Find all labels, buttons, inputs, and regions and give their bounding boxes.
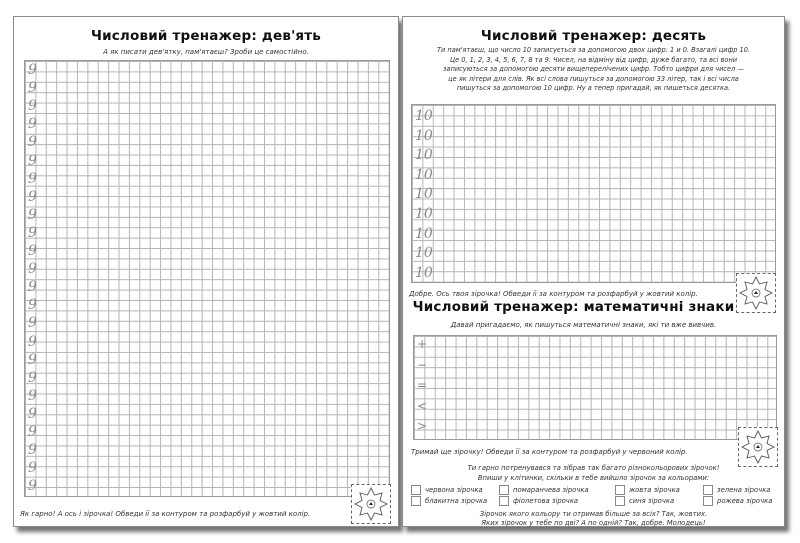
tally-yellow[interactable] <box>615 485 680 495</box>
guide-number-ten: 10 <box>415 245 433 262</box>
guide-math-sign: − <box>417 357 428 372</box>
section-title-signs: Числовий тренажер: математичні знаки <box>412 299 735 315</box>
tally-pink[interactable] <box>703 496 772 506</box>
tally-label: рожева зірочка <box>717 497 773 505</box>
guide-digit-nine: 9 <box>28 351 37 368</box>
guide-digit-nine: 9 <box>28 387 37 404</box>
star-tally <box>411 485 776 509</box>
tally-row <box>411 496 776 506</box>
guide-digit-nine: 9 <box>28 206 37 223</box>
guide-number-ten: 10 <box>415 108 433 124</box>
guide-digit-nine: 9 <box>28 98 37 115</box>
count-box[interactable] <box>411 485 421 495</box>
tally-blue[interactable] <box>615 496 674 506</box>
tally-row <box>411 485 776 495</box>
worksheet-page-nine <box>13 16 399 527</box>
page-title: Числовий тренажер: дев'ять <box>90 28 322 44</box>
practice-grid-nine[interactable] <box>24 60 390 497</box>
tally-label: жовта зірочка <box>629 486 680 494</box>
guide-digit-nine: 9 <box>28 460 37 477</box>
guide-number-ten: 10 <box>415 206 433 222</box>
practice-grid-signs[interactable] <box>413 335 777 440</box>
tally-label: помаранчева зірочка <box>513 486 589 494</box>
guide-digit-nine: 9 <box>28 80 37 97</box>
guide-digit-nine: 9 <box>28 369 37 386</box>
guide-digit-nine: 9 <box>28 442 37 459</box>
count-box[interactable] <box>615 496 625 506</box>
summary-line: Яких зірочок у тебе по дві? А по одній? Так, добре. Молодець! <box>481 519 706 527</box>
guide-number-ten: 10 <box>415 166 433 183</box>
section-subtitle-signs: Давай пригадаємо, як пишуться математичні знаки, які ти вже вивчив. <box>450 321 717 329</box>
guide-digit-nine: 9 <box>28 315 37 332</box>
guide-digit-nine: 9 <box>28 424 37 440</box>
guide-digit-nine: 9 <box>28 405 37 422</box>
paragraph-line: це як літери для слів. Як всі слова пишуться за допомогою 33 літер, так і всі числа <box>448 74 739 83</box>
guide-digit-nine: 9 <box>28 62 37 78</box>
guide-digit-nine: 9 <box>28 134 37 151</box>
guide-digit-nine: 9 <box>28 297 37 314</box>
guide-digit-nine: 9 <box>28 224 37 241</box>
star-instruction: Як гарно! А ось і зірочка! Обведи її за контуром та розфарбуй у жовтий колір. <box>20 510 311 518</box>
paragraph-line: пишуться за допомогою 10 цифр. Ну а тепер пригадай, як пишеться десятка. <box>456 84 731 93</box>
star-coloring-icon[interactable] <box>351 484 391 524</box>
paragraph-line: записуються за допомогою десяти вищеперелічених цифр. Тобто цифри для чисел — <box>443 65 744 74</box>
guide-digit-nine: 9 <box>28 478 37 495</box>
count-box[interactable] <box>499 485 509 495</box>
tally-label: фіолетова зірочка <box>513 497 579 505</box>
tally-light-blue[interactable] <box>411 496 487 506</box>
guide-digit-nine: 9 <box>28 333 37 350</box>
star-coloring-icon[interactable] <box>736 273 776 313</box>
guide-number-ten: 10 <box>415 225 433 242</box>
guide-number-ten: 10 <box>415 147 433 164</box>
star-instruction-ten: Добре. Ось твоя зірочка! Обведи її за контуром та розфарбуй у жовтий колір. <box>409 290 698 298</box>
guide-digit-nine: 9 <box>28 279 37 296</box>
summary-line: Зірочок якого кольору ти отримав більше за всіх? Так, жовтих. <box>479 510 708 518</box>
guide-math-sign: = <box>417 378 428 393</box>
guide-number-ten: 10 <box>415 127 433 144</box>
star-instruction-signs: Тримай ще зірочку! Обведи її за контуром та розфарбуй у червоний колір. <box>411 448 688 456</box>
guide-digit-nine: 9 <box>28 170 37 187</box>
page-subtitle: А як писати дев'ятку, пам'ятаєш? Зроби це самостійно. <box>103 48 309 56</box>
guide-digit-nine: 9 <box>28 116 37 133</box>
section-title-ten: Числовий тренажер: десять <box>480 28 707 44</box>
count-box[interactable] <box>499 496 509 506</box>
guide-digit-nine: 9 <box>28 243 37 259</box>
tally-violet[interactable] <box>499 496 578 506</box>
worksheet-page-ten-signs <box>402 16 785 527</box>
count-box[interactable] <box>703 485 713 495</box>
guide-number-ten: 10 <box>415 264 433 281</box>
guide-number-ten: 10 <box>415 186 433 203</box>
summary-line: Ти гарно потренувався та зібрав так багато різнокольорових зірочок! <box>467 464 720 472</box>
count-box[interactable] <box>615 485 625 495</box>
guide-digit-nine: 9 <box>28 261 37 278</box>
tally-orange[interactable] <box>499 485 589 495</box>
guide-digit-nine: 9 <box>28 188 37 205</box>
tally-red[interactable] <box>411 485 483 495</box>
tally-label: синя зірочка <box>629 497 675 505</box>
intro-paragraph <box>409 46 778 94</box>
tally-label: зелена зірочка <box>717 486 771 494</box>
paragraph-line: Це 0, 1, 2, 3, 4, 5, 6, 7, 8 та 9. Чисел, на відміну від цифр, дуже багато, та всі вони <box>449 55 738 64</box>
tally-label: червона зірочка <box>425 486 483 494</box>
count-box[interactable] <box>703 496 713 506</box>
summary-line: Впиши у клітинки, скільки в тебе вийшло зірочок за кольорами: <box>477 474 710 482</box>
practice-grid-ten[interactable] <box>411 104 776 283</box>
tally-green[interactable] <box>703 485 770 495</box>
paragraph-line: Ти пам'ятаєш, що число 10 записується за допомогою двох цифр: 1 и 0. Взагалі цифр 10. <box>436 46 750 54</box>
guide-math-sign: + <box>417 337 428 351</box>
guide-digit-nine: 9 <box>28 152 37 169</box>
count-box[interactable] <box>411 496 421 506</box>
tally-label: блакитна зірочка <box>425 497 488 505</box>
guide-math-sign: < <box>417 398 428 413</box>
guide-math-sign: > <box>417 419 428 434</box>
star-coloring-icon[interactable] <box>738 427 778 467</box>
